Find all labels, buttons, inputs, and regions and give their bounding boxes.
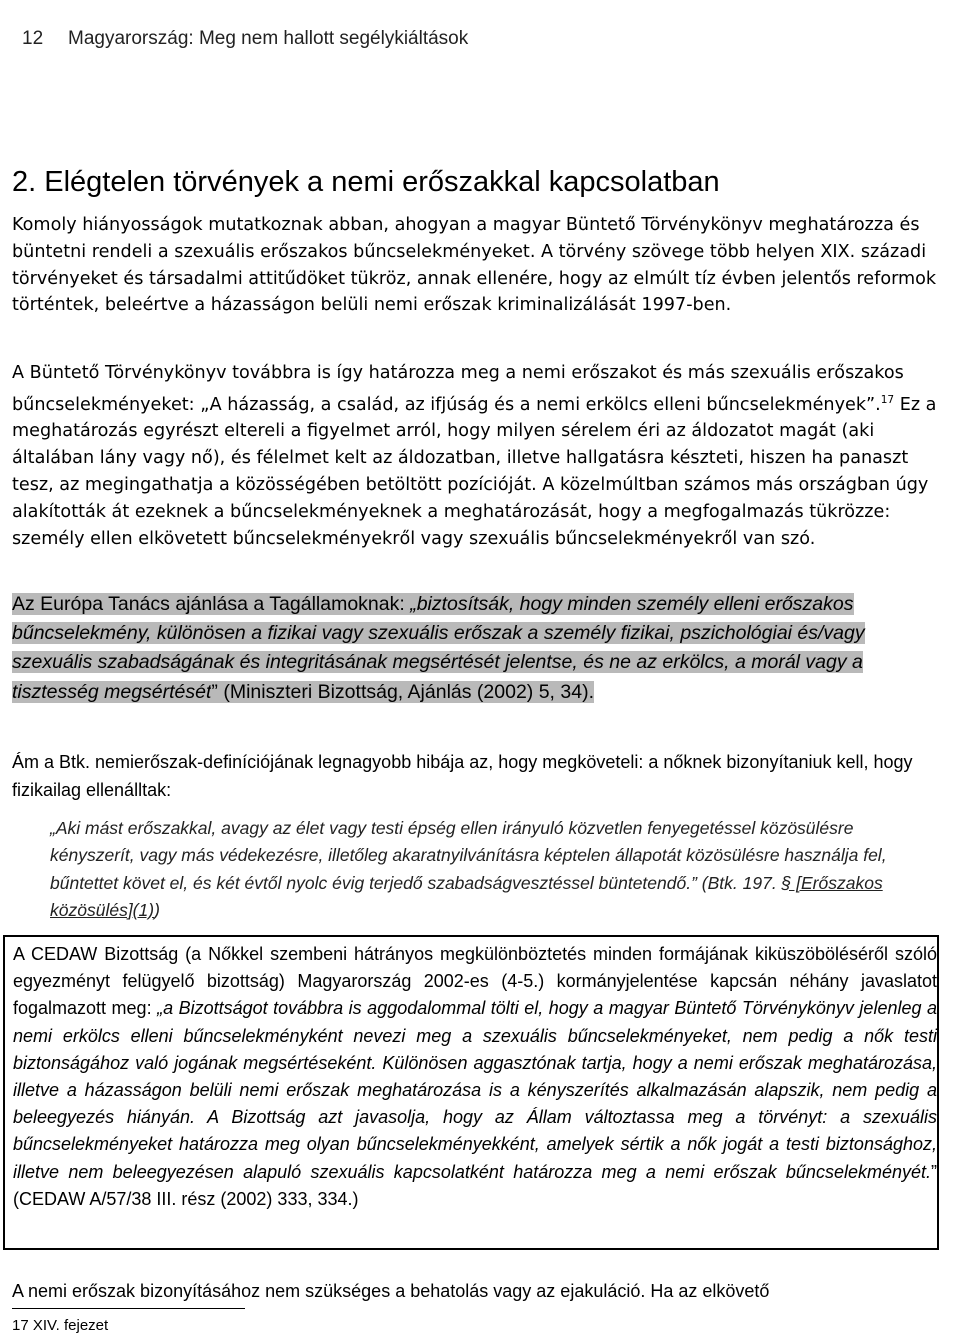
page-number: 12 (22, 28, 44, 49)
section-title: 2. Elégtelen törvények a nemi erőszakkal kapcsolatban (12, 166, 720, 198)
btk-quote-close: ) (154, 899, 160, 920)
footnote-text: XIV. fejezet (28, 1317, 109, 1334)
paragraph-2-text-b: Ez a meghatározás egyrészt eltereli a figyelmet arról, hogy milyen sérelem éri az áldozatot magát (aki általában lány vagy nő), és félelmet kelt az áldozatban, illetve hallgatásra készteti, hiszen ha panaszt tesz, az megingathatja a közösségében betöltött pozícióját. A közelmúltban számos más országban úgy alakították át ezeknek a bűncselekményeknek a meghatározását, hogy a megfogalmazás tükrözze: személy ellen elkövetett bűncselekményekről vagy szexuális bűncselekményekről van szó. (12, 394, 937, 549)
recommendation-source: ” (Miniszteri Bizottság, Ajánlás (2002) 5, 34). (211, 680, 594, 703)
paragraph-intro (12, 212, 937, 319)
paragraph-evidence: A nemi erőszak bizonyításához nem szükséges a behatolás vagy az ejakuláció. Ha az elkövető (12, 1281, 770, 1301)
btk-quote-text: „Aki mást erőszakkal, avagy az élet vagy testi épség ellen irányuló közvetlen fenyegetéssel közösülésre kényszerít, vagy más védekezésre, illetőleg akaratnyilvánításra képtelen állapotát közösülésre használja fel, bűntettet követ el, és két évtől nyolc évig terjedő szabadságvesztéssel büntetendő.” (Btk. 197. (50, 818, 887, 893)
btk-quote (50, 815, 910, 924)
footnote-reference[interactable]: 17 (880, 393, 895, 406)
recommendation-quote: „biztosítsák, hogy minden személy elleni erőszakos bűncselekmény, különösen a fizikai vagy szexuális erőszak a személy fizikai, pszichológiai és/vagy szexuális szabadságának és integritásának megsértését jelentse, és ne az erkölcs, a morál vagy a tisztesség megsértését (12, 593, 865, 703)
paragraph-2-text-a: A Büntető Törvénykönyv továbbra is így határozza meg a nemi erőszakot és más szexuális erőszakos bűncselekményeket: „A házasság, a család, az ifjúság és a nemi erkölcs elleni bűncselekmények”. (12, 363, 904, 415)
cedaw-source: ” (CEDAW A/57/38 III. rész (2002) 333, 334.) (13, 1161, 937, 1209)
running-title: Magyarország: Meg nem hallott segélykiáltások (68, 28, 469, 49)
council-of-europe-recommendation (12, 590, 948, 707)
cedaw-box (3, 935, 939, 1250)
btk-section-link[interactable]: § [Erőszakos közösülés](1) (50, 872, 883, 920)
recommendation-intro: Az Európa Tanács ajánlása a Tagállamoknak: (12, 593, 411, 615)
paragraph-definition (12, 360, 937, 552)
cedaw-intro: A CEDAW Bizottság (a Nőkkel szembeni hátrányos megkülönböztetés minden formájának kiküszöböléséről szóló egyezményt felügyelő bizottság) Magyarország 2002-es (4-5.) kormányjelentése kapcsán néhány javaslatot fogalmazott meg: (13, 944, 937, 1019)
footnote-divider (12, 1308, 245, 1309)
footnote-number: 17 (12, 1317, 29, 1334)
paragraph-physical-resistance: Ám a Btk. nemierőszak-definíciójának legnagyobb hibája az, hogy megköveteli: a nőknek bizonyítaniuk kell, hogy fizikailag ellenálltak: (12, 752, 913, 800)
footnote (12, 1317, 108, 1334)
cedaw-quote: „a Bizottságot továbbra is aggodalommal tölti el, hogy a magyar Büntető Törvénykönyv jelenleg a nemi erkölcs elleni bűncselekményként nevezi meg a szexuális bűncselekményeket, nem pedig a nők testi biztonságához való jogának megsértéseként. Különösen aggasztónak tartja, hogy a nemi erőszak meghatározása, illetve a házasságon belüli nemi erőszak meghatározása is a kényszerítés alkalmazásán alapszik, nem pedig a beleegyezés hiányán. A Bizottság azt javasolja, hogy az Állam változtassa meg a törvényt: a szexuális bűncselekményeket határozza meg olyan bűncselekményekként, amelyek sértik a nők jogát a testi biztonsághoz, illetve nem beleegyezésen alapuló szexuális kapcsolatként határozza meg a nemi erőszak bűncselekményét. (13, 998, 937, 1182)
paragraph-1-text: Komoly hiányosságok mutatkoznak abban, ahogyan a magyar Büntető Törvénykönyv meghatározza és büntetni rendeli a szexuális erőszakos bűncselekményeket. A törvény szövege több helyen XIX. századi törvényeket és társadalmi attitűdöket tükröz, annak ellenére, hogy az elmúlt tíz évben jelentős reformok történtek, beleértve a házasságon belüli nemi erőszak kriminalizálását 1997-ben. (12, 215, 937, 316)
page-header (22, 28, 468, 50)
